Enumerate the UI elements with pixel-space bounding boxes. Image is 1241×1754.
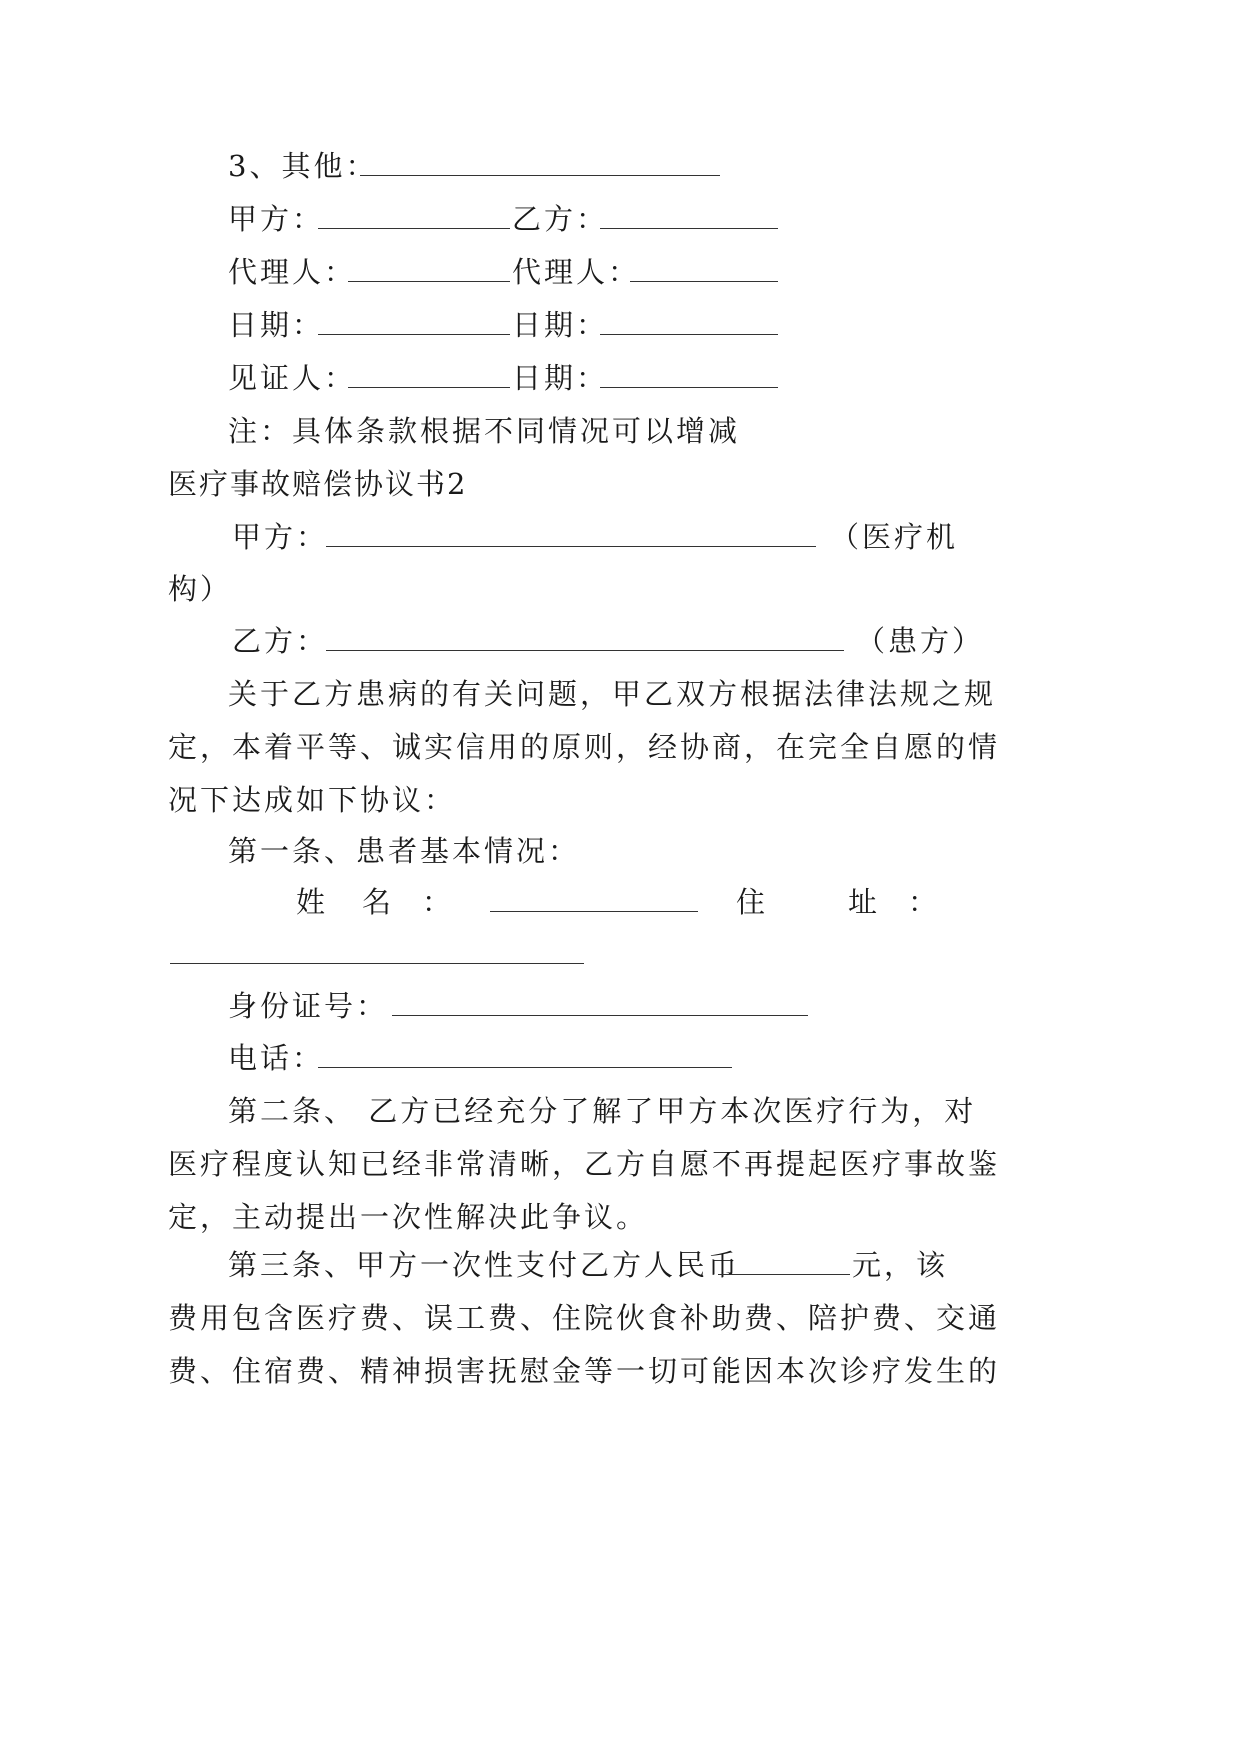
agent-a-label: 代理人： [228,255,357,289]
preamble-line [0,771,1241,829]
party-b-sign-label: 乙方： [512,202,609,236]
amount-blank [718,1274,850,1275]
name-char: 名 [362,885,395,919]
party-b-blank [326,650,844,651]
address-blank [170,963,584,964]
phone-line [0,1029,1241,1087]
note-text: 注：具体条款根据不同情况可以增减 [228,414,741,448]
party-a-suffix: （医疗机 [830,520,959,554]
party-b-suffix: （患方） [856,624,985,658]
article1-heading: 第一条、患者基本情况： [228,834,581,868]
article3-line [0,1342,1241,1400]
party-a-sign-blank [318,228,510,229]
preamble-text: 定，本着平等、诚实信用的原则，经协商，在完全自愿的情 [168,730,1001,764]
article3-line [0,1289,1241,1347]
witness-date-blank [600,387,778,388]
sign-row [0,349,1241,407]
article1-heading-line [0,822,1241,880]
date-a-blank [318,334,510,335]
sign-row [0,190,1241,248]
article3-text: 费、住宿费、精神损害抚慰金等一切可能因本次诊疗发生的 [168,1354,1001,1388]
party-a-suffix-continued: 构） [168,572,233,606]
party-b-line [0,612,1241,670]
article2-text: 定，主动提出一次性解决此争议。 [168,1200,649,1234]
preamble-line [0,718,1241,776]
other-line [0,137,1241,195]
party-b-sign-blank [600,228,778,229]
date-b-blank [600,334,778,335]
id-blank [392,1015,808,1016]
phone-label: 电话： [228,1041,325,1075]
address-char: 住 [736,885,769,919]
name-address-line [0,873,1241,931]
address-char: 址 [848,885,881,919]
date-a-label: 日期： [228,308,325,342]
party-a-suffix-line [0,560,1241,618]
agent-b-label: 代理人： [512,255,641,289]
party-a-label: 甲方： [232,520,329,554]
agent-b-blank [630,281,778,282]
party-b-label: 乙方： [232,624,329,658]
witness-label: 见证人： [228,361,357,395]
id-line [0,977,1241,1035]
article3-text: 费用包含医疗费、误工费、住院伙食补助费、陪护费、交通 [168,1301,1001,1335]
article3-line [0,1236,1241,1294]
witness-blank [348,387,510,388]
other-label: 3、其他： [228,149,378,183]
article2-text: 医疗程度认知已经非常清晰，乙方自愿不再提起医疗事故鉴 [168,1147,1001,1181]
article2-line [0,1135,1241,1193]
article2-line [0,1082,1241,1140]
sign-row [0,243,1241,301]
name-char: 姓 [296,885,329,919]
preamble-text: 况下达成如下协议： [168,783,457,817]
party-a-sign-label: 甲方： [228,202,325,236]
address-blank-line [0,925,1241,983]
article3-prefix: 第三条、甲方一次性支付乙方人民币 [228,1248,741,1282]
sign-row [0,296,1241,354]
article2-text: 第二条、 乙方已经充分了解了甲方本次医疗行为，对 [228,1094,977,1128]
date-b-label: 日期： [512,308,609,342]
id-label: 身份证号： [228,989,389,1023]
name-blank [490,911,698,912]
preamble-text: 关于乙方患病的有关问题，甲乙双方根据法律法规之规 [228,677,997,711]
article3-suffix: 元，该 [852,1248,949,1282]
address-colon: ： [908,885,941,919]
party-a-line [0,508,1241,566]
party-a-blank [326,546,816,547]
preamble-line [0,665,1241,723]
doc-title: 医疗事故赔偿协议书2 [168,467,468,501]
phone-blank [318,1067,732,1068]
doc-title-line [0,455,1241,513]
other-blank [360,175,720,176]
name-colon: ： [422,885,455,919]
witness-date-label: 日期： [512,361,609,395]
agent-a-blank [348,281,510,282]
note-line [0,402,1241,460]
